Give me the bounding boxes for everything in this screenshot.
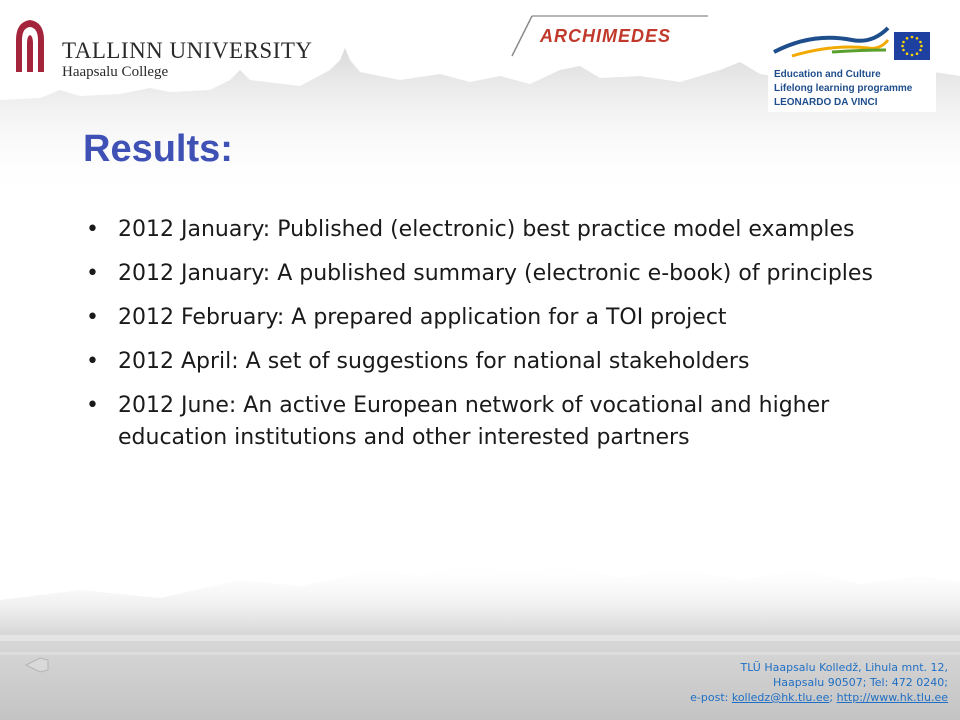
archimedes-text: ARCHIMEDES <box>540 26 672 46</box>
list-item <box>84 390 884 454</box>
tallinn-university-emblem-icon <box>12 18 48 72</box>
footer-email-prefix: e-post: <box>690 691 732 704</box>
college-name: Haapsalu College <box>62 64 169 80</box>
eu-line-1: Education and Culture <box>774 69 881 80</box>
bullet-icon: • <box>86 305 99 330</box>
university-name: TALLINN UNIVERSITY <box>62 38 313 63</box>
list-item-text: 2012 February: A prepared application for a TOI project <box>118 305 727 330</box>
eu-leonardo-logo <box>768 20 936 112</box>
previous-slide-arrow-icon[interactable] <box>24 656 50 674</box>
slide-title: Results: <box>83 128 233 170</box>
list-item <box>84 346 884 378</box>
bullet-icon: • <box>86 349 99 374</box>
list-item-text: 2012 April: A set of suggestions for national stakeholders <box>118 349 750 374</box>
footer-website-link[interactable]: http://www.hk.tlu.ee <box>836 691 948 704</box>
footer-links-line <box>690 690 948 705</box>
footer-separator: ; <box>829 691 837 704</box>
eu-flag-icon <box>894 32 930 60</box>
bullet-icon: • <box>86 261 99 286</box>
footer-address-line: TLÜ Haapsalu Kolledž, Lihula mnt. 12, <box>740 661 948 674</box>
eu-line-2: Lifelong learning programme <box>774 83 913 94</box>
list-item <box>84 302 884 334</box>
lifelong-learning-swoosh-icon <box>772 22 890 68</box>
list-item <box>84 258 884 290</box>
footer-contact <box>690 660 948 705</box>
eu-programme-text <box>774 68 912 110</box>
bullet-icon: • <box>86 217 99 242</box>
footer-email-link[interactable]: kolledz@hk.tlu.ee <box>731 691 830 704</box>
tallinn-university-logo <box>12 18 313 82</box>
archimedes-logo <box>510 14 710 58</box>
list-item <box>84 214 884 246</box>
list-item-text: 2012 June: An active European network of vocational and higher education institutions and other interested partners <box>118 393 830 450</box>
bullet-icon: • <box>86 393 99 418</box>
list-item-text: 2012 January: Published (electronic) best practice model examples <box>118 217 855 242</box>
list-item-text: 2012 January: A published summary (electronic e-book) of principles <box>118 261 873 286</box>
results-list <box>84 214 884 466</box>
footer-phone-line: Haapsalu 90507; Tel: 472 0240; <box>773 676 948 689</box>
eu-line-3: LEONARDO DA VINCI <box>774 97 878 108</box>
